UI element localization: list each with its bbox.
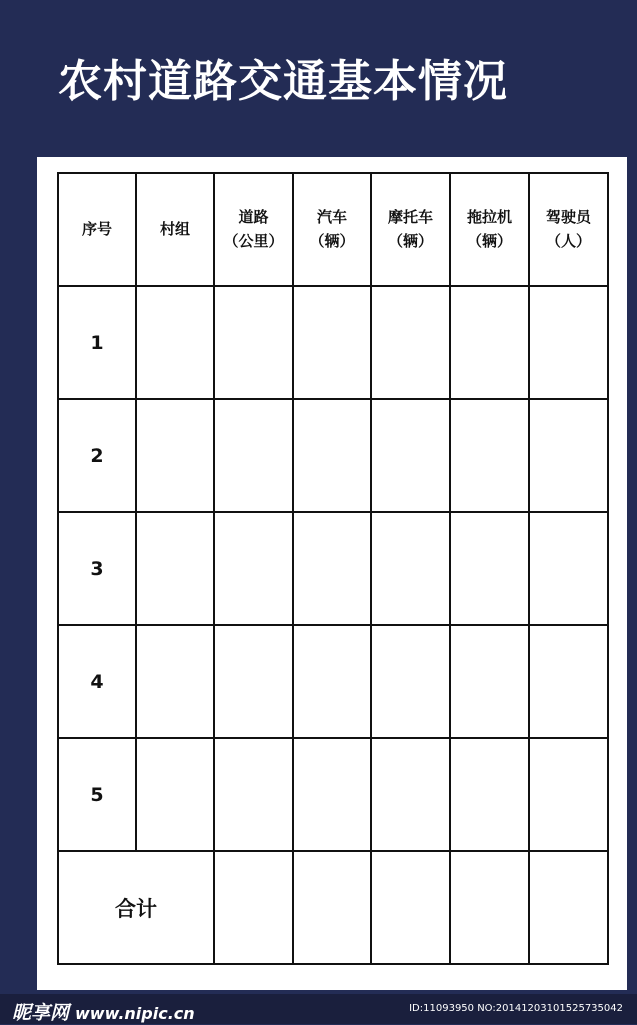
cell-driver[interactable] <box>529 399 608 512</box>
cell-driver[interactable] <box>529 286 608 399</box>
cell-tractor[interactable] <box>450 625 529 738</box>
page-title: 农村道路交通基本情况 <box>58 56 508 107</box>
table-row <box>58 738 608 851</box>
form-panel <box>37 157 627 990</box>
header-cell-tractor: 拖拉机 （辆） <box>450 173 529 286</box>
cell-road[interactable] <box>214 512 293 625</box>
cell-car[interactable] <box>293 512 371 625</box>
header-cell-seq: 序号 <box>58 173 136 286</box>
cell-motorcycle[interactable] <box>371 738 450 851</box>
row-number: 3 <box>58 512 136 625</box>
cell-road[interactable] <box>214 399 293 512</box>
cell-total-car[interactable] <box>293 851 371 964</box>
cell-driver[interactable] <box>529 625 608 738</box>
table-row <box>58 625 608 738</box>
cell-tractor[interactable] <box>450 286 529 399</box>
cell-total-road[interactable] <box>214 851 293 964</box>
cell-road[interactable] <box>214 738 293 851</box>
cell-motorcycle[interactable] <box>371 625 450 738</box>
cell-car[interactable] <box>293 738 371 851</box>
row-number: 5 <box>58 738 136 851</box>
cell-village[interactable] <box>136 512 214 625</box>
cell-tractor[interactable] <box>450 738 529 851</box>
cell-motorcycle[interactable] <box>371 399 450 512</box>
row-number: 2 <box>58 399 136 512</box>
cell-car[interactable] <box>293 625 371 738</box>
cell-tractor[interactable] <box>450 512 529 625</box>
cell-road[interactable] <box>214 286 293 399</box>
row-number: 1 <box>58 286 136 399</box>
traffic-table <box>57 172 609 965</box>
row-number: 4 <box>58 625 136 738</box>
header-row <box>58 173 608 286</box>
cell-total-tractor[interactable] <box>450 851 529 964</box>
cell-total-driver[interactable] <box>529 851 608 964</box>
cell-village[interactable] <box>136 738 214 851</box>
cell-village[interactable] <box>136 399 214 512</box>
cell-village[interactable] <box>136 625 214 738</box>
cell-tractor[interactable] <box>450 399 529 512</box>
cell-car[interactable] <box>293 286 371 399</box>
watermark-logo-text: 昵享网 <box>12 1002 70 1024</box>
cell-driver[interactable] <box>529 512 608 625</box>
cell-car[interactable] <box>293 399 371 512</box>
total-label: 合计 <box>58 851 214 964</box>
cell-village[interactable] <box>136 286 214 399</box>
header-cell-motorcycle: 摩托车 （辆） <box>371 173 450 286</box>
cell-total-motorcycle[interactable] <box>371 851 450 964</box>
table-row <box>58 512 608 625</box>
header-cell-driver: 驾驶员 （人） <box>529 173 608 286</box>
cell-motorcycle[interactable] <box>371 512 450 625</box>
header-cell-car: 汽车 （辆） <box>293 173 371 286</box>
header-cell-road: 道路 （公里） <box>214 173 293 286</box>
header-cell-village: 村组 <box>136 173 214 286</box>
watermark-logo <box>12 998 195 1025</box>
cell-motorcycle[interactable] <box>371 286 450 399</box>
cell-driver[interactable] <box>529 738 608 851</box>
watermark-url: www.nipic.cn <box>75 1004 195 1023</box>
image-id-text: ID:11093950 NO:20141203101525735042 <box>409 1003 623 1014</box>
table-row <box>58 286 608 399</box>
cell-road[interactable] <box>214 625 293 738</box>
table-row <box>58 399 608 512</box>
watermark-bar <box>0 994 637 1024</box>
total-row <box>58 851 608 964</box>
